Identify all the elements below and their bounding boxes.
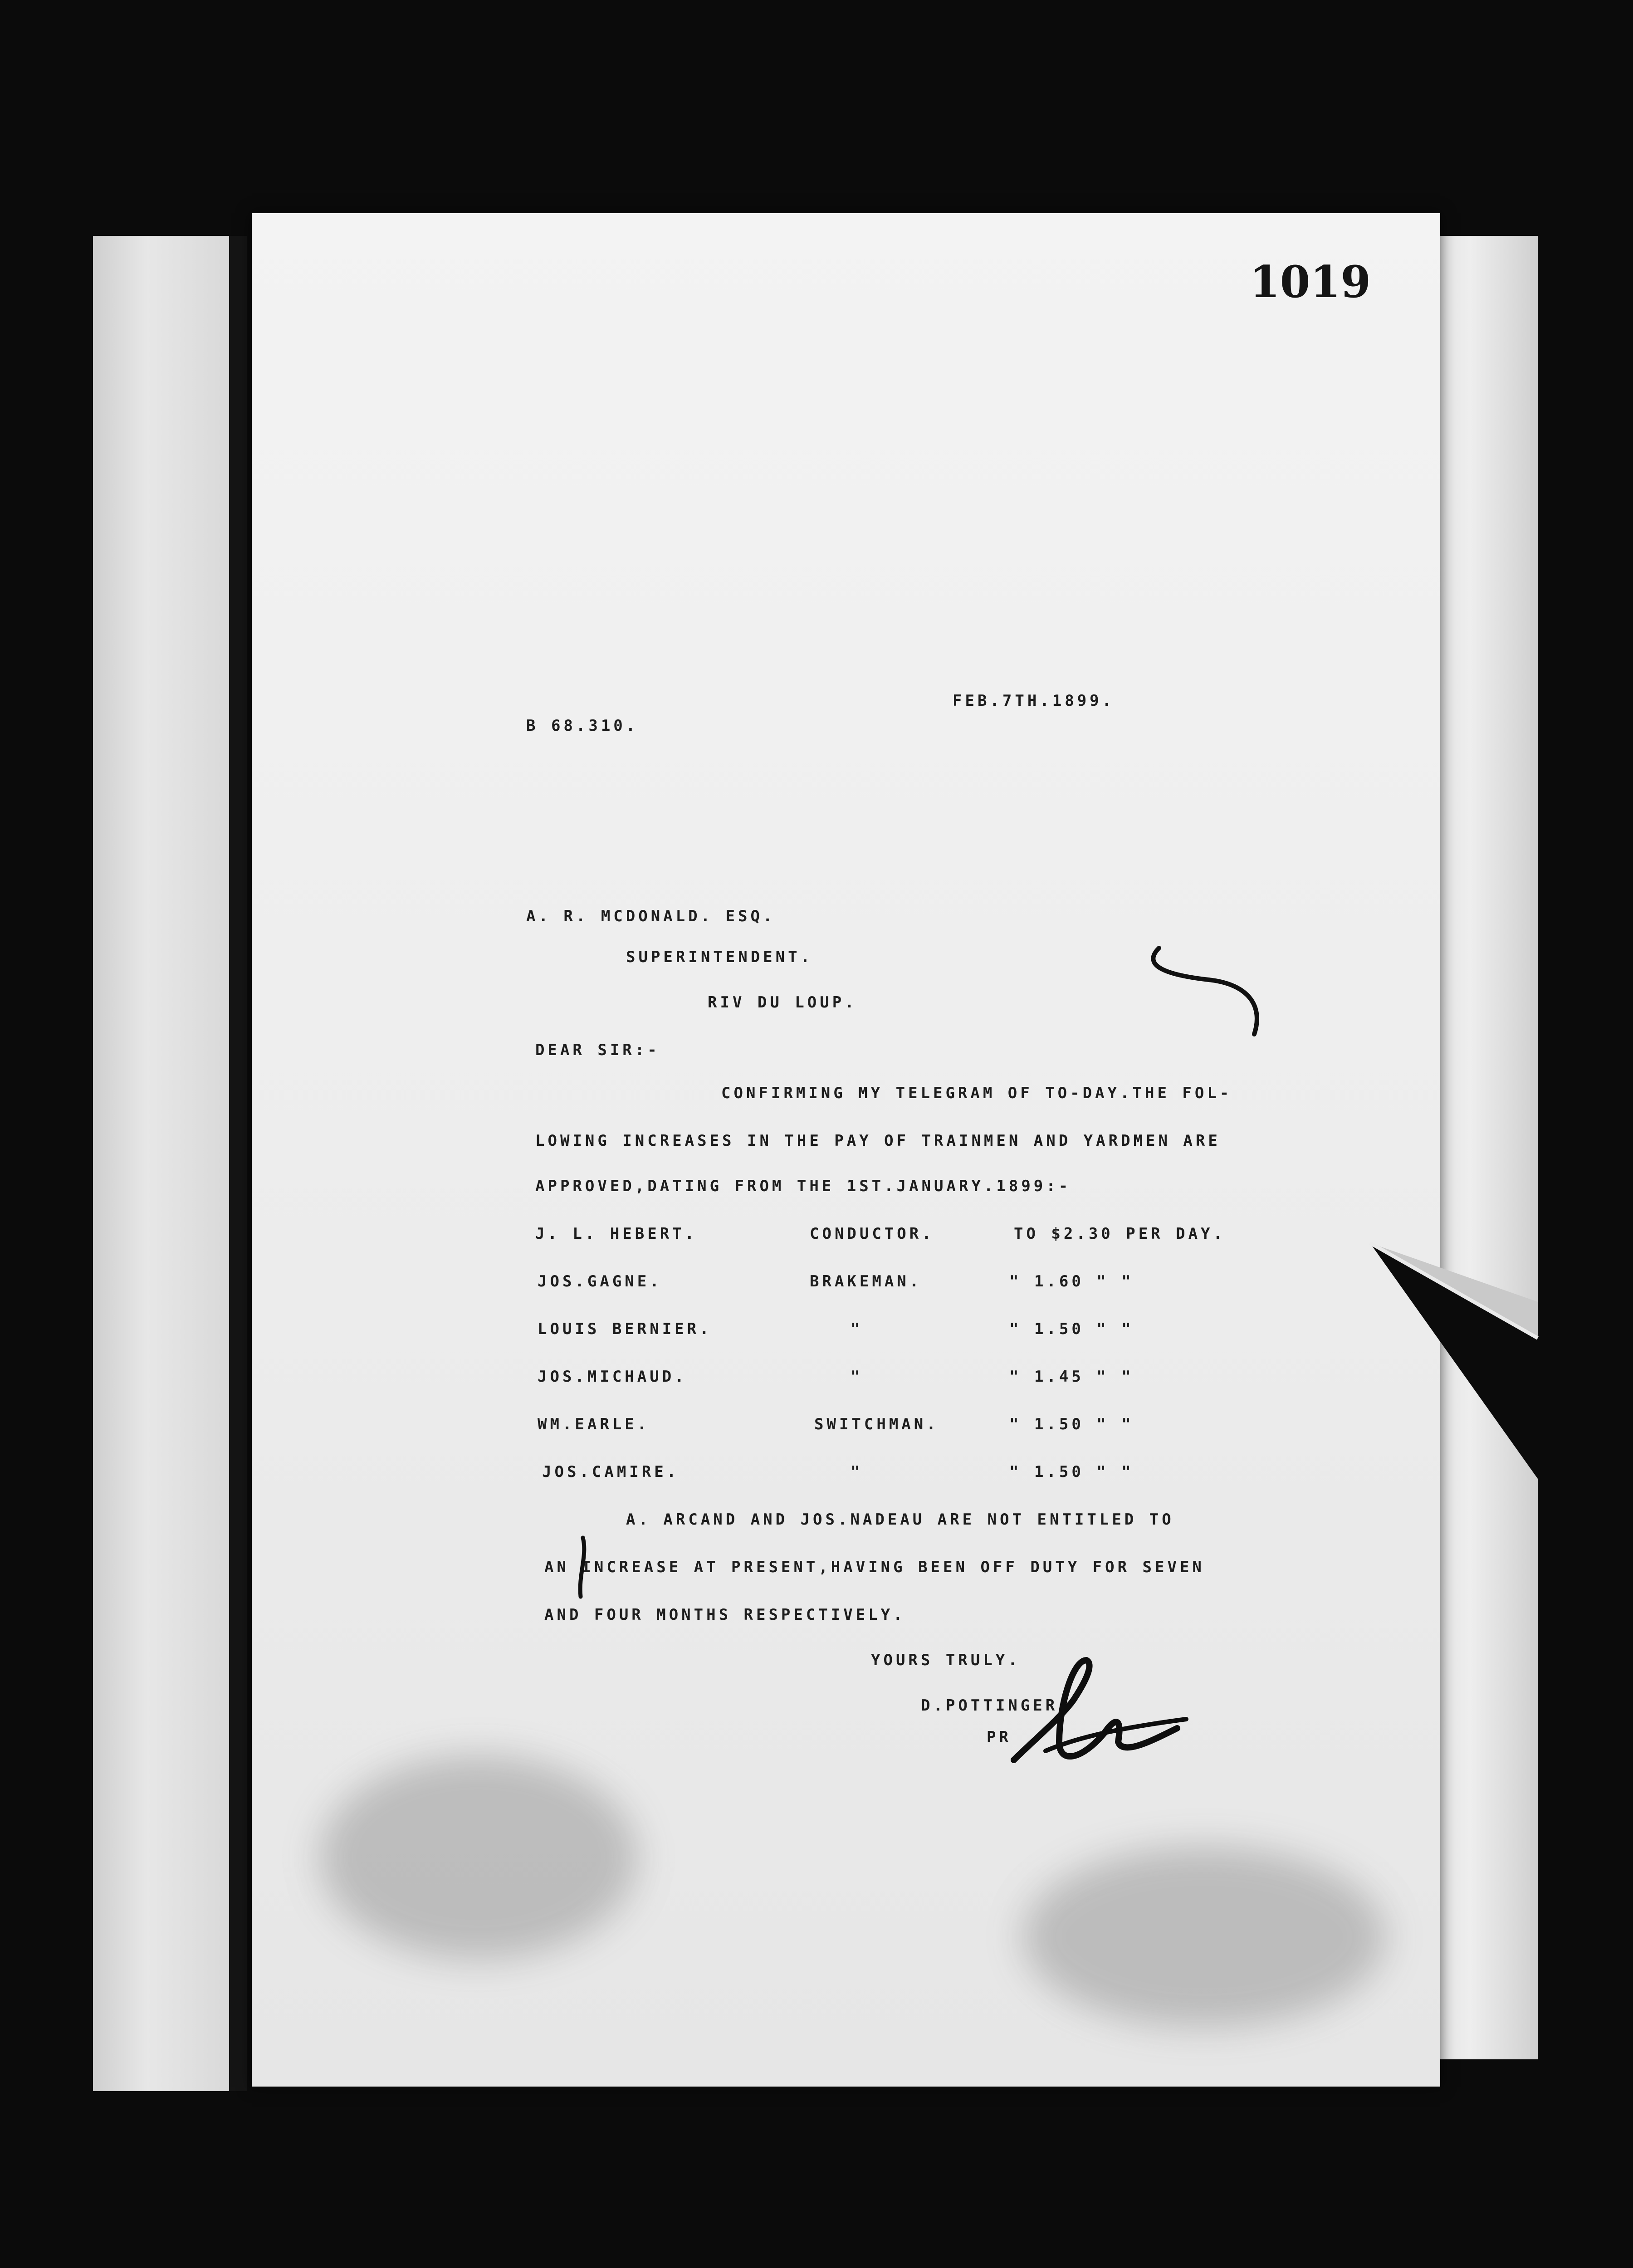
signature-suffix: PR [987,1728,1012,1746]
employee-name: JOS.MICHAUD. [538,1368,687,1386]
employee-role: CONDUCTOR. [810,1225,934,1243]
addressee-place: RIV DU LOUP. [708,993,857,1012]
employee-name: JOS.GAGNE. [538,1272,662,1290]
pen-tip [1361,1234,1551,1488]
employee-role: BRAKEMAN. [810,1272,922,1290]
salutation: DEAR SIR:- [535,1041,660,1059]
letter-reference: B 68.310. [526,717,639,735]
stain [1023,1846,1386,2028]
pen-mark [1141,939,1277,1043]
stain [320,1755,637,1960]
addressee-name: A. R. MCDONALD. ESQ. [526,907,776,925]
closing-line: AN INCREASE AT PRESENT,HAVING BEEN OFF DUTY FOR SEVEN [544,1558,1205,1576]
employee-name: WM.EARLE. [538,1415,650,1433]
body-line: LOWING INCREASES IN THE PAY OF TRAINMEN AND YARDMEN ARE [535,1132,1221,1150]
pay-amount: " 1.50 " " [1009,1415,1134,1433]
addressee-title: SUPERINTENDENT. [626,948,813,966]
adjacent-page-left-edge [93,236,247,2091]
closing-line: AND FOUR MONTHS RESPECTIVELY. [544,1606,906,1624]
letter-date: FEB.7TH.1899. [953,692,1115,710]
pen-mark [569,1533,596,1601]
body-line: APPROVED,DATING FROM THE 1ST.JANUARY.1899:- [535,1177,1071,1195]
signature-scribble [1005,1651,1195,1787]
closing-line: A. ARCAND AND JOS.NADEAU ARE NOT ENTITLED TO [626,1510,1174,1529]
employee-name: LOUIS BERNIER. [538,1320,712,1338]
letter-page [252,213,1440,2087]
pay-amount: TO $2.30 PER DAY. [1014,1225,1226,1243]
pay-amount: " 1.50 " " [1009,1320,1134,1338]
body-line: CONFIRMING MY TELEGRAM OF TO-DAY.THE FOL- [721,1084,1232,1102]
folio-number: 1019 [1250,256,1371,308]
signature-name: D.POTTINGER [921,1696,1058,1715]
employee-name: JOS.CAMIRE. [542,1463,680,1481]
valediction: YOURS TRULY. [871,1651,1021,1669]
pay-amount: " 1.45 " " [1009,1368,1134,1386]
employee-name: J. L. HEBERT. [535,1225,698,1243]
employee-role: " [851,1463,863,1481]
pay-amount: " 1.50 " " [1009,1463,1134,1481]
employee-role: " [851,1368,863,1386]
employee-role: " [851,1320,863,1338]
employee-role: SWITCHMAN. [814,1415,939,1433]
pay-amount: " 1.60 " " [1009,1272,1134,1290]
